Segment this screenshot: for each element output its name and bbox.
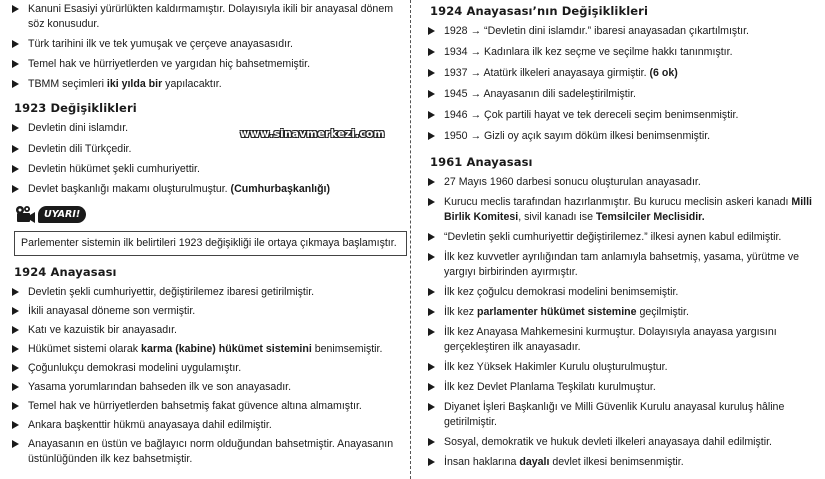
list-item: Diyanet İşleri Başkanlığı ve Milli Güvenlik Kurulu anayasal kuruluş hâline getirilmiştir.: [426, 400, 822, 430]
list-item: Devletin hükümet şekli cumhuriyettir.: [10, 162, 403, 177]
watermark-text: www.sinavmerkezi.com: [240, 128, 385, 140]
list-item: İlk kez çoğulcu demokrasi modelini benimsemiştir.: [426, 285, 822, 300]
bullet-arrow-icon: [428, 69, 435, 77]
list-item: 1950 → Gizli oy açık sayım döküm ilkesi benimsenmiştir.: [426, 129, 822, 144]
list-item: Kurucu meclis tarafından hazırlanmıştır. Bu kurucu meclisin askeri kanadı Milli Birlik Komitesi, sivil kanadı ise Temsilciler Meclisidir.: [426, 195, 822, 225]
list-item: 27 Mayıs 1960 darbesi sonucu oluşturulan anayasadır.: [426, 175, 822, 190]
bullet-arrow-icon: [428, 132, 435, 140]
bullet-arrow-icon: [428, 288, 435, 296]
bullet-arrow-icon: [12, 345, 19, 353]
section-title-1924: 1924 Anayasası: [14, 264, 117, 279]
bullet-arrow-icon: [12, 402, 19, 410]
bullet-arrow-icon: [428, 90, 435, 98]
bullet-arrow-icon: [428, 178, 435, 186]
column-divider: [410, 0, 411, 479]
warning-badge: UYARI!: [38, 206, 86, 223]
list-item: Kanuni Esasiyi yürürlükten kaldırmamıştır. Dolayısıyla ikili bir anayasal dönem söz konusudur.: [10, 2, 403, 32]
list-item: İkili anayasal döneme son vermiştir.: [10, 304, 403, 319]
list-item: Temel hak ve hürriyetlerden bahsetmiş fakat güvence altına almamıştır.: [10, 399, 403, 414]
warning-note-box: Parlementer sistemin ilk belirtileri 1923 değişikliği ile ortaya çıkmaya başlamıştır.: [14, 231, 407, 256]
list-item: Sosyal, demokratik ve hukuk devleti ilkeleri anayasaya dahil edilmiştir.: [426, 435, 822, 450]
list-item: 1937 → Atatürk ilkeleri anayasaya girmiştir. (6 ok): [426, 66, 822, 81]
bullet-arrow-icon: [12, 145, 19, 153]
bullet-arrow-icon: [428, 48, 435, 56]
section-title-1924-changes: 1924 Anayasası’nın Değişiklikleri: [430, 4, 648, 18]
bullet-arrow-icon: [12, 40, 19, 48]
bullet-arrow-icon: [428, 253, 435, 261]
list-item: TBMM seçimleri iki yılda bir yapılacaktır.: [10, 77, 403, 92]
list-1961: [426, 175, 822, 471]
bullet-arrow-icon: [428, 198, 435, 206]
section-title-1961: 1961 Anayasası: [430, 154, 533, 169]
bullet-arrow-icon: [12, 364, 19, 372]
bullet-arrow-icon: [12, 60, 19, 68]
right-column: [417, 0, 822, 475]
warning-header: [14, 202, 403, 228]
bullet-arrow-icon: [12, 421, 19, 429]
bullet-arrow-icon: [428, 363, 435, 371]
list-item: İlk kez Yüksek Hakimler Kurulu oluşturulmuştur.: [426, 360, 822, 375]
bullet-arrow-icon: [12, 326, 19, 334]
intro-list: [10, 2, 403, 92]
list-item: Ankara başkenttir hükmü anayasaya dahil edilmiştir.: [10, 418, 403, 433]
bullet-arrow-icon: [12, 440, 19, 448]
left-column: [0, 0, 403, 471]
list-item: İlk kez Anayasa Mahkemesini kurmuştur. Dolayısıyla anayasa yargısını gerçekleştiren ilk anayasadır.: [426, 325, 822, 355]
list-item: Çoğunlukçu demokrasi modelini uygulamıştır.: [10, 361, 403, 376]
list-item: Yasama yorumlarından bahseden ilk ve son anayasadır.: [10, 380, 403, 395]
list-item: İlk kez Devlet Planlama Teşkilatı kurulmuştur.: [426, 380, 822, 395]
bullet-arrow-icon: [12, 165, 19, 173]
bullet-arrow-icon: [428, 308, 435, 316]
list-item: Devletin şekli cumhuriyettir, değiştirilemez ibaresi getirilmiştir.: [10, 285, 403, 300]
list-item: Hükümet sistemi olarak karma (kabine) hükümet sistemini benimsemiştir.: [10, 342, 403, 357]
bullet-arrow-icon: [428, 383, 435, 391]
camera-warning-icon: [14, 204, 36, 226]
bullet-arrow-icon: [12, 5, 19, 13]
bullet-arrow-icon: [428, 458, 435, 466]
list-item: İnsan haklarına dayalı devlet ilkesi benimsenmiştir.: [426, 455, 822, 470]
bullet-arrow-icon: [428, 233, 435, 241]
bullet-arrow-icon: [12, 288, 19, 296]
bullet-arrow-icon: [428, 328, 435, 336]
bullet-arrow-icon: [12, 124, 19, 132]
list-item: 1945 → Anayasanın dili sadeleştirilmiştir.: [426, 87, 822, 102]
list-item: İlk kez parlamenter hükümet sistemine geçilmiştir.: [426, 305, 822, 320]
bullet-arrow-icon: [12, 307, 19, 315]
list-item: 1934 → Kadınlara ilk kez seçme ve seçilme hakkı tanınmıştır.: [426, 45, 822, 60]
list-item: Katı ve kazuistik bir anayasadır.: [10, 323, 403, 338]
bullet-arrow-icon: [12, 185, 19, 193]
list-item: İlk kez kuvvetler ayrılığından tam anlamıyla bahsetmiş, yasama, yürütme ve yargıyı birbirinden ayırmıştır.: [426, 250, 822, 280]
list-1924: [10, 285, 403, 467]
list-item: 1928 → “Devletin dini islamdır.” ibaresi anayasadan çıkartılmıştır.: [426, 24, 822, 39]
list-item: Türk tarihini ilk ve tek yumuşak ve çerçeve anayasasıdır.: [10, 37, 403, 52]
list-item: “Devletin şekli cumhuriyettir değiştirilemez.” ilkesi aynen kabul edilmiştir.: [426, 230, 822, 245]
list-item: Temel hak ve hürriyetlerden ve yargıdan hiç bahsetmemiştir.: [10, 57, 403, 72]
list-1924-changes: [426, 24, 822, 144]
list-item: Devletin dini islamdır.: [10, 121, 403, 136]
bullet-arrow-icon: [428, 27, 435, 35]
list-item: 1946 → Çok partili hayat ve tek dereceli seçim benimsenmiştir.: [426, 108, 822, 123]
bullet-arrow-icon: [428, 403, 435, 411]
section-title-1923: 1923 Değişiklikleri: [14, 101, 137, 116]
bullet-arrow-icon: [428, 111, 435, 119]
bullet-arrow-icon: [12, 80, 19, 88]
bullet-arrow-icon: [12, 383, 19, 391]
list-item: Devletin dili Türkçedir.: [10, 142, 403, 157]
list-item: Anayasanın en üstün ve bağlayıcı norm olduğundan bahsetmiştir. Anayasanın üstünlüğünden ilk kez bahsetmiştir.: [10, 437, 403, 467]
bullet-arrow-icon: [428, 438, 435, 446]
list-item: Devlet başkanlığı makamı oluşturulmuştur. (Cumhurbaşkanlığı): [10, 182, 403, 197]
